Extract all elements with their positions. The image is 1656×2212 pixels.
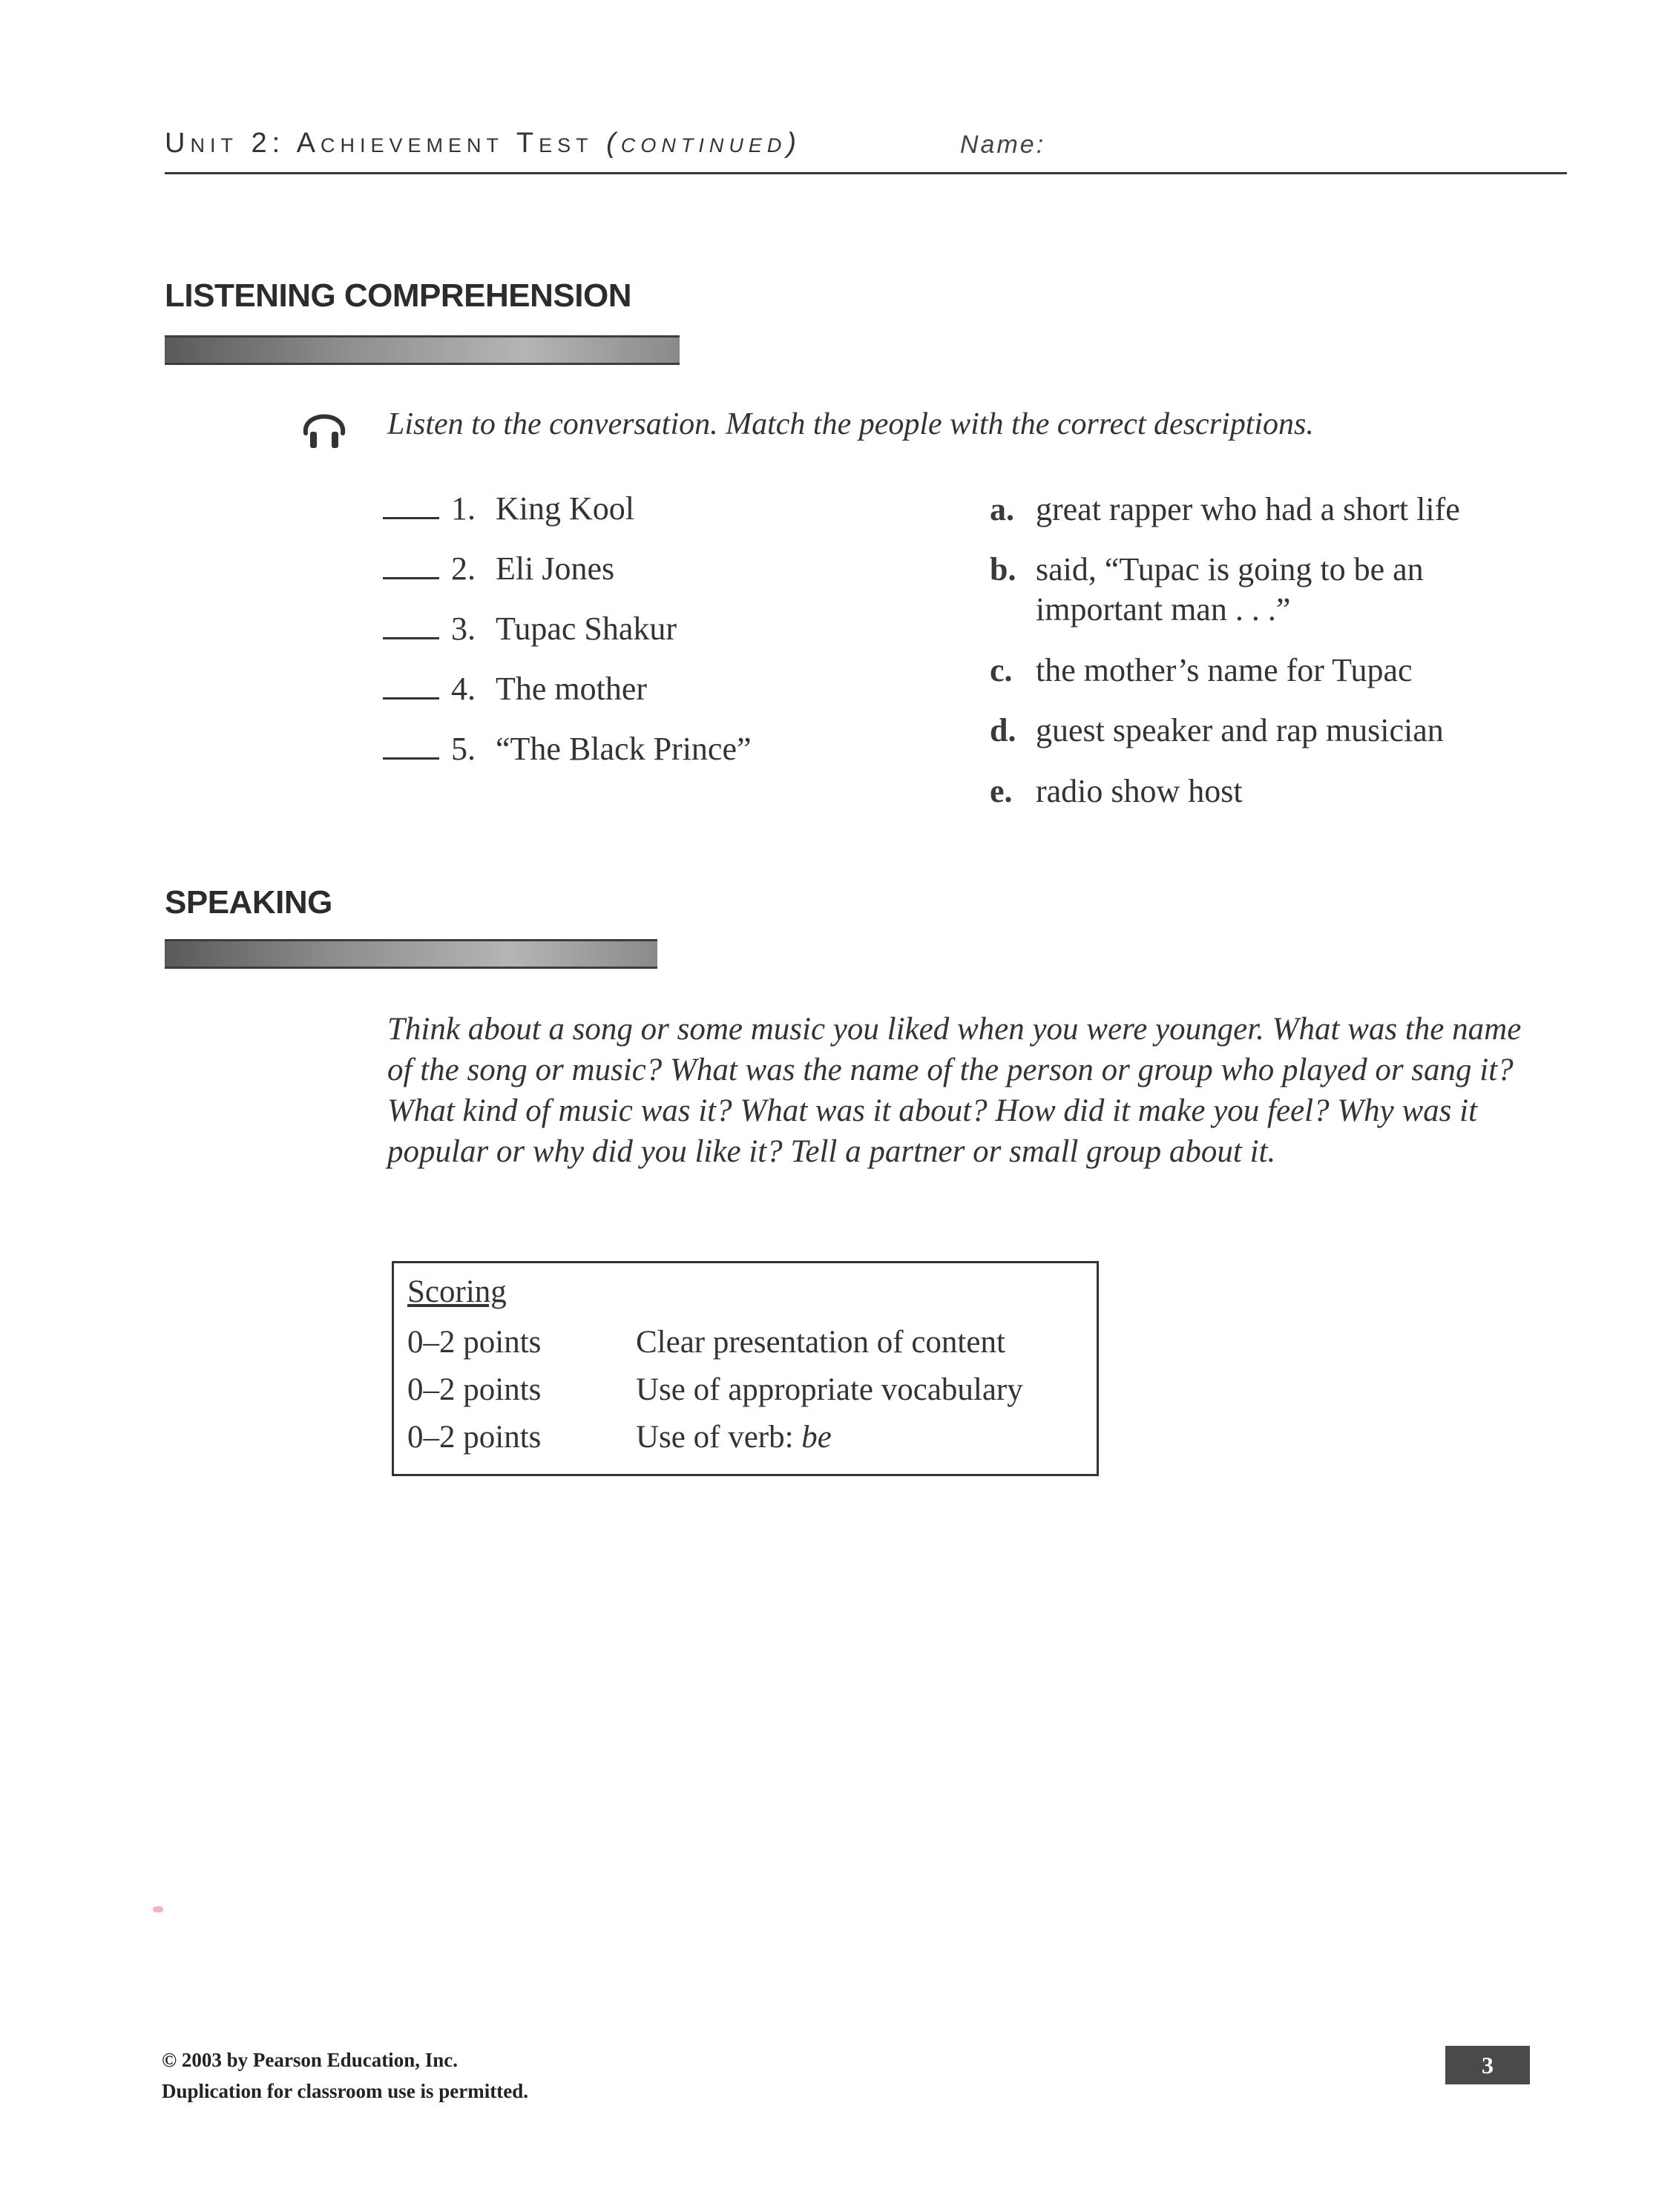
scoring-box (392, 1261, 1099, 1476)
scoring-row: 0–2 points Use of verb: be (407, 1420, 832, 1455)
person-item: 1. King Kool (383, 490, 634, 527)
description-item: e. radio show host (990, 773, 1243, 809)
permission-text: Duplication for classroom use is permitted. (162, 2080, 528, 2102)
copyright-text: © 2003 by Pearson Education, Inc. (162, 2049, 458, 2071)
speaking-prompt: Think about a song or some music you liked when you were younger. What was the name of the song or music? What was the name of the person or group who played or sang it? What kind of music was it? What was it about? How did it make you feel? Why was it popular or why did you like it? Tell a partner or small group about it. (387, 1012, 1522, 1169)
unit-title (165, 128, 801, 159)
description-item: d. guest speaker and rap musician (990, 712, 1444, 748)
description-item: a. great rapper who had a short life (990, 491, 1460, 527)
listening-heading-bar (165, 335, 680, 365)
scoring-row: 0–2 points Use of appropriate vocabulary (407, 1372, 1023, 1407)
person-item: 5. “The Black Prince” (383, 730, 752, 768)
listening-instruction: Listen to the conversation. Match the people with the correct descriptions. (387, 407, 1314, 441)
unit-title-continued: (continued) (606, 128, 801, 159)
headphones-icon (300, 401, 349, 452)
person-item: 4. The mother (383, 670, 647, 708)
person-item: 2. Eli Jones (383, 550, 614, 587)
description-item: c. the mother’s name for Tupac (990, 652, 1413, 688)
name-label: Name: (960, 131, 1046, 159)
answer-blank[interactable] (383, 636, 439, 639)
speaking-heading: SPEAKING (165, 884, 332, 921)
description-item: b. said, “Tupac is going to be an important man . . .” (990, 551, 1424, 628)
page-header (165, 126, 1567, 174)
unit-title-text: Unit 2: Achievement Test (165, 128, 594, 159)
answer-blank[interactable] (383, 516, 439, 519)
answer-blank[interactable] (383, 697, 439, 700)
scoring-row: 0–2 points Clear presentation of content (407, 1325, 1005, 1360)
page-number: 3 (1445, 2046, 1530, 2084)
footer (162, 2044, 528, 2107)
stray-mark (153, 1906, 163, 1912)
person-item: 3. Tupac Shakur (383, 610, 677, 648)
speaking-heading-bar (165, 939, 657, 969)
scoring-title: Scoring (407, 1274, 507, 1309)
answer-blank[interactable] (383, 576, 439, 579)
listening-heading: LISTENING COMPREHENSION (165, 277, 631, 314)
answer-blank[interactable] (383, 757, 439, 760)
